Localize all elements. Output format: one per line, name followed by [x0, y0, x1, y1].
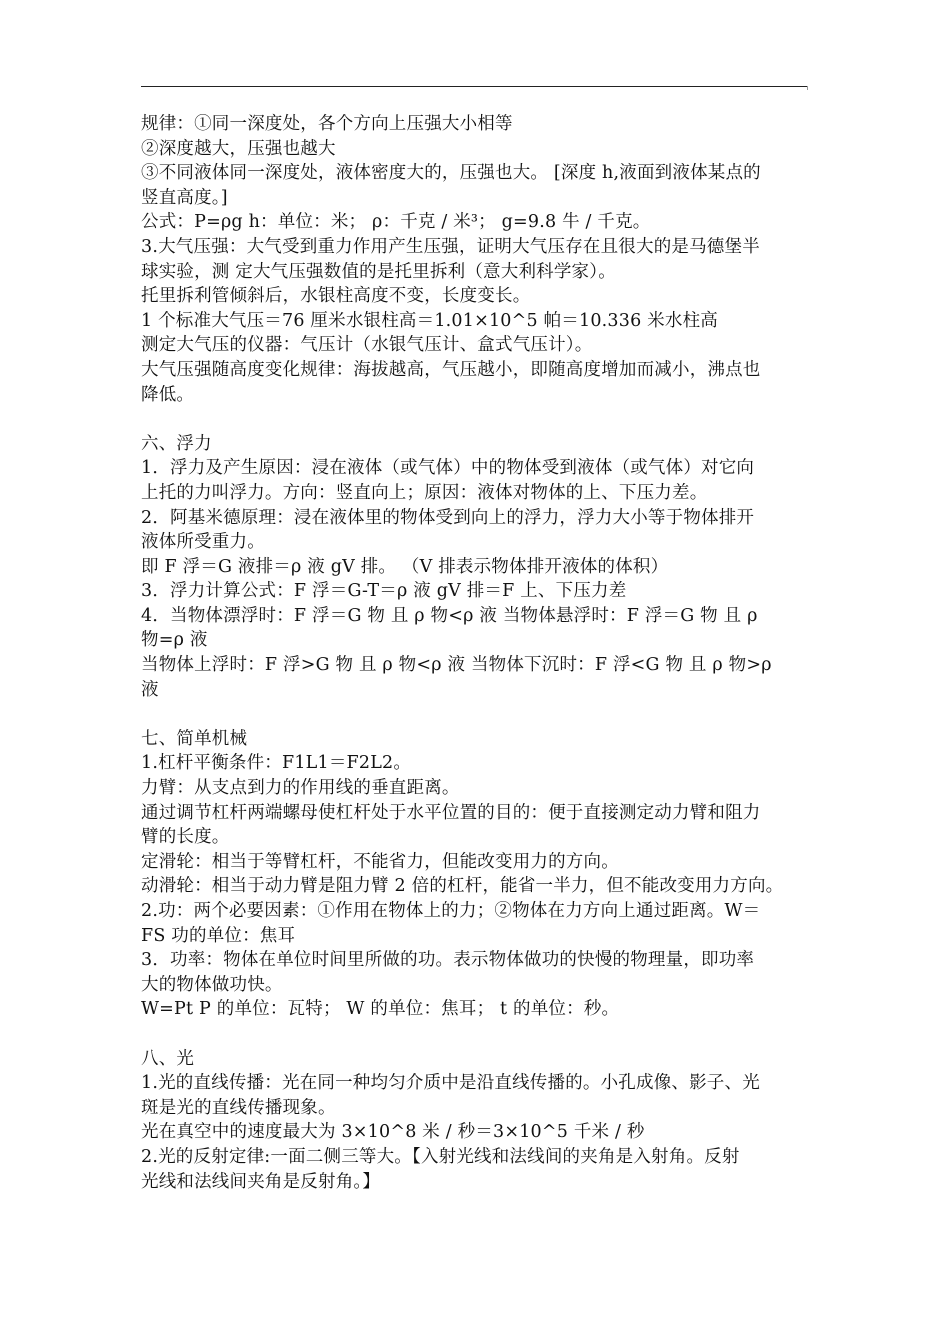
- text-line: 1 个标准大气压＝76 厘米水银柱高＝1.01×10^5 帕＝10.336 米水柱高: [141, 310, 718, 331]
- text-line: 定滑轮：相当于等臂杠杆，不能省力，但能改变用力的方向。: [141, 851, 619, 872]
- text-line: 2.功：两个必要因素：①作用在物体上的力；②物体在力方向上通过距离。W＝: [141, 901, 761, 921]
- text-line: 大气压强随高度变化规律：海拔越高，气压越小，即随高度增加而减小，沸点也: [141, 359, 761, 380]
- blank-line: [141, 702, 807, 727]
- text-line: 规律：①同一深度处，各个方向上压强大小相等: [141, 114, 513, 134]
- text-line: 物=ρ 液: [141, 630, 208, 651]
- text-line: 液: [141, 679, 159, 700]
- text-line: 1.杠杆平衡条件：F1L1＝F2L2。: [141, 753, 412, 774]
- text-line: 测定大气压的仪器：气压计（水银气压计、盒式气压计）。: [141, 335, 593, 356]
- text-line: FS 功的单位：焦耳: [141, 925, 296, 946]
- text-line: 大的物体做功快。: [141, 974, 283, 995]
- text-line: 竖直高度。]: [141, 187, 228, 208]
- document-body: [141, 112, 807, 1194]
- text-line: 3．功率：物体在单位时间里所做的功。表示物体做功的快慢的物理量，即功率: [141, 950, 755, 971]
- text-line: 2.光的反射定律:一面二侧三等大。【入射光线和法线间的夹角是入射角。反射: [141, 1146, 740, 1167]
- text-line: ②深度越大，压强也越大: [141, 138, 336, 159]
- text-line: 光线和法线间夹角是反射角。】: [141, 1171, 381, 1192]
- text-line: 降低。: [141, 384, 195, 405]
- text-line: W=Pt P 的单位：瓦特； W 的单位：焦耳； t 的单位：秒。: [141, 999, 620, 1020]
- text-line: 六、浮力: [141, 433, 212, 454]
- text-line: ③不同液体同一深度处，液体密度大的，压强也大。 [深度 h,液面到液体某点的: [141, 163, 761, 184]
- header-rule: [141, 86, 807, 87]
- header-rule-tick: [807, 86, 808, 90]
- text-line: 动滑轮：相当于动力臂是阻力臂 2 倍的杠杆，能省一半力，但不能改变用力方向。: [141, 876, 784, 897]
- text-line: 3.大气压强：大气受到重力作用产生压强，证明大气压存在且很大的是马德堡半: [141, 236, 760, 257]
- text-line: 当物体上浮时：F 浮>G 物 且 ρ 物<ρ 液 当物体下沉时：F 浮<G 物 且 ρ 物>ρ: [141, 655, 772, 676]
- text-line: 1.光的直线传播：光在同一种均匀介质中是沿直线传播的。小孔成像、影子、光: [141, 1073, 760, 1094]
- text-line: 上托的力叫浮力。方向：竖直向上；原因：液体对物体的上、下压力差。: [141, 482, 708, 503]
- text-line: 托里拆利管倾斜后，水银柱高度不变，长度变长。: [141, 286, 531, 307]
- text-line: 七、简单机械: [141, 728, 248, 749]
- text-line: 通过调节杠杆两端螺母使杠杆处于水平位置的目的：便于直接测定动力臂和阻力: [141, 802, 761, 823]
- text-line: 3．浮力计算公式：F 浮＝G-T＝ρ 液 gV 排＝F 上、下压力差: [141, 581, 627, 602]
- text-line: 力臂：从支点到力的作用线的垂直距离。: [141, 778, 460, 799]
- text-line: 4．当物体漂浮时：F 浮＝G 物 且 ρ 物<ρ 液 当物体悬浮时：F 浮＝G 物 且 ρ: [141, 605, 758, 626]
- text-line: 光在真空中的速度最大为 3×10^8 米 / 秒＝3×10^5 千米 / 秒: [141, 1122, 645, 1143]
- text-line: 八、光: [141, 1048, 195, 1069]
- text-line: 臂的长度。: [141, 827, 230, 848]
- text-line: 斑是光的直线传播现象。: [141, 1097, 336, 1118]
- text-line: 即 F 浮＝G 液排＝ρ 液 gV 排。 （V 排表示物体排开液体的体积）: [141, 556, 669, 577]
- text-line: 球实验，测 定大气压强数值的是托里拆利（意大利科学家）。: [141, 261, 616, 282]
- text-line: 1．浮力及产生原因：浸在液体（或气体）中的物体受到液体（或气体）对它向: [141, 458, 755, 479]
- text-line: 公式：P=ρg h：单位：米； ρ：千克 / 米³； g=9.8 牛 / 千克。: [141, 212, 651, 233]
- blank-line: [141, 407, 807, 432]
- blank-line: [141, 1022, 807, 1047]
- text-line: 液体所受重力。: [141, 532, 265, 553]
- text-line: 2．阿基米德原理：浸在液体里的物体受到向上的浮力，浮力大小等于物体排开: [141, 507, 755, 528]
